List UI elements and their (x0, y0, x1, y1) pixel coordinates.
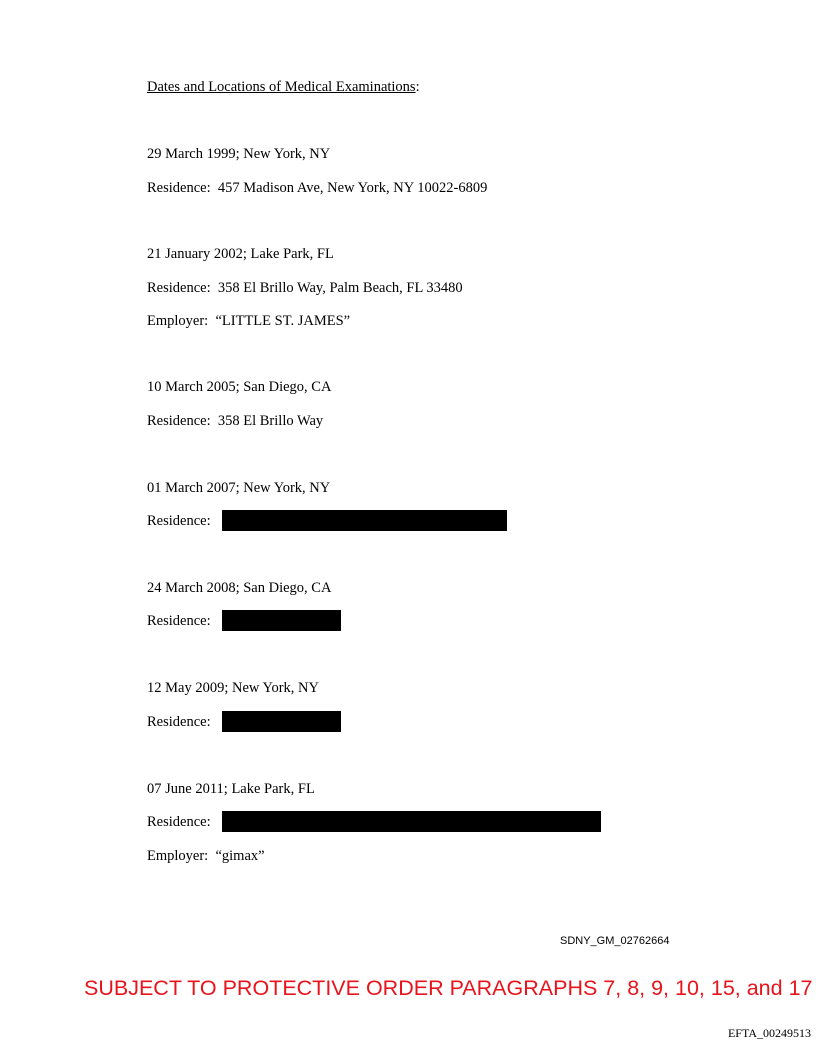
residence-line (147, 814, 211, 831)
residence-label: Residence: (147, 513, 211, 529)
protective-order-notice: SUBJECT TO PROTECTIVE ORDER PARAGRAPHS 7, 8, 9, 10, 15, and 17 (84, 976, 813, 1000)
employer-label: Employer: (147, 313, 209, 329)
exam-date-location: 01 March 2007; New York, NY (147, 480, 331, 496)
redaction-box (222, 811, 601, 832)
residence-line (147, 714, 211, 731)
residence-line (147, 613, 211, 630)
residence-value: 457 Madison Ave, New York, NY 10022-6809 (217, 180, 488, 196)
residence-label: Residence: (147, 413, 211, 429)
residence-label: Residence: (147, 814, 211, 830)
residence-label: Residence: (147, 613, 211, 629)
exam-date-location: 24 March 2008; San Diego, CA (147, 580, 332, 596)
section-heading (147, 79, 420, 96)
redaction-box (222, 610, 341, 631)
employer-line (147, 848, 265, 865)
residence-label: Residence: (147, 180, 211, 196)
residence-line (147, 180, 487, 197)
residence-label: Residence: (147, 714, 211, 730)
exam-date-location: 07 June 2011; Lake Park, FL (147, 781, 315, 797)
residence-label: Residence: (147, 280, 211, 296)
bates-control-number: SDNY_GM_02762664 (560, 935, 670, 947)
employer-value: “gimax” (215, 848, 265, 864)
redaction-box (222, 510, 507, 531)
redaction-box (222, 711, 341, 732)
exam-date-location: 21 January 2002; Lake Park, FL (147, 246, 334, 262)
residence-value: 358 El Brillo Way, Palm Beach, FL 33480 (217, 280, 463, 296)
employer-line (147, 313, 350, 330)
heading-text: Dates and Locations of Medical Examinations (147, 79, 416, 95)
exam-date-location: 12 May 2009; New York, NY (147, 680, 319, 696)
document-id: EFTA_00249513 (727, 1026, 811, 1040)
residence-line (147, 513, 211, 530)
employer-label: Employer: (147, 848, 209, 864)
exam-date-location: 29 March 1999; New York, NY (147, 146, 331, 162)
residence-value: 358 El Brillo Way (217, 413, 324, 429)
residence-line (147, 280, 463, 297)
heading-colon: : (415, 79, 420, 95)
exam-date-location: 10 March 2005; San Diego, CA (147, 379, 332, 395)
employer-value: “LITTLE ST. JAMES” (215, 313, 351, 329)
residence-line (147, 413, 323, 430)
